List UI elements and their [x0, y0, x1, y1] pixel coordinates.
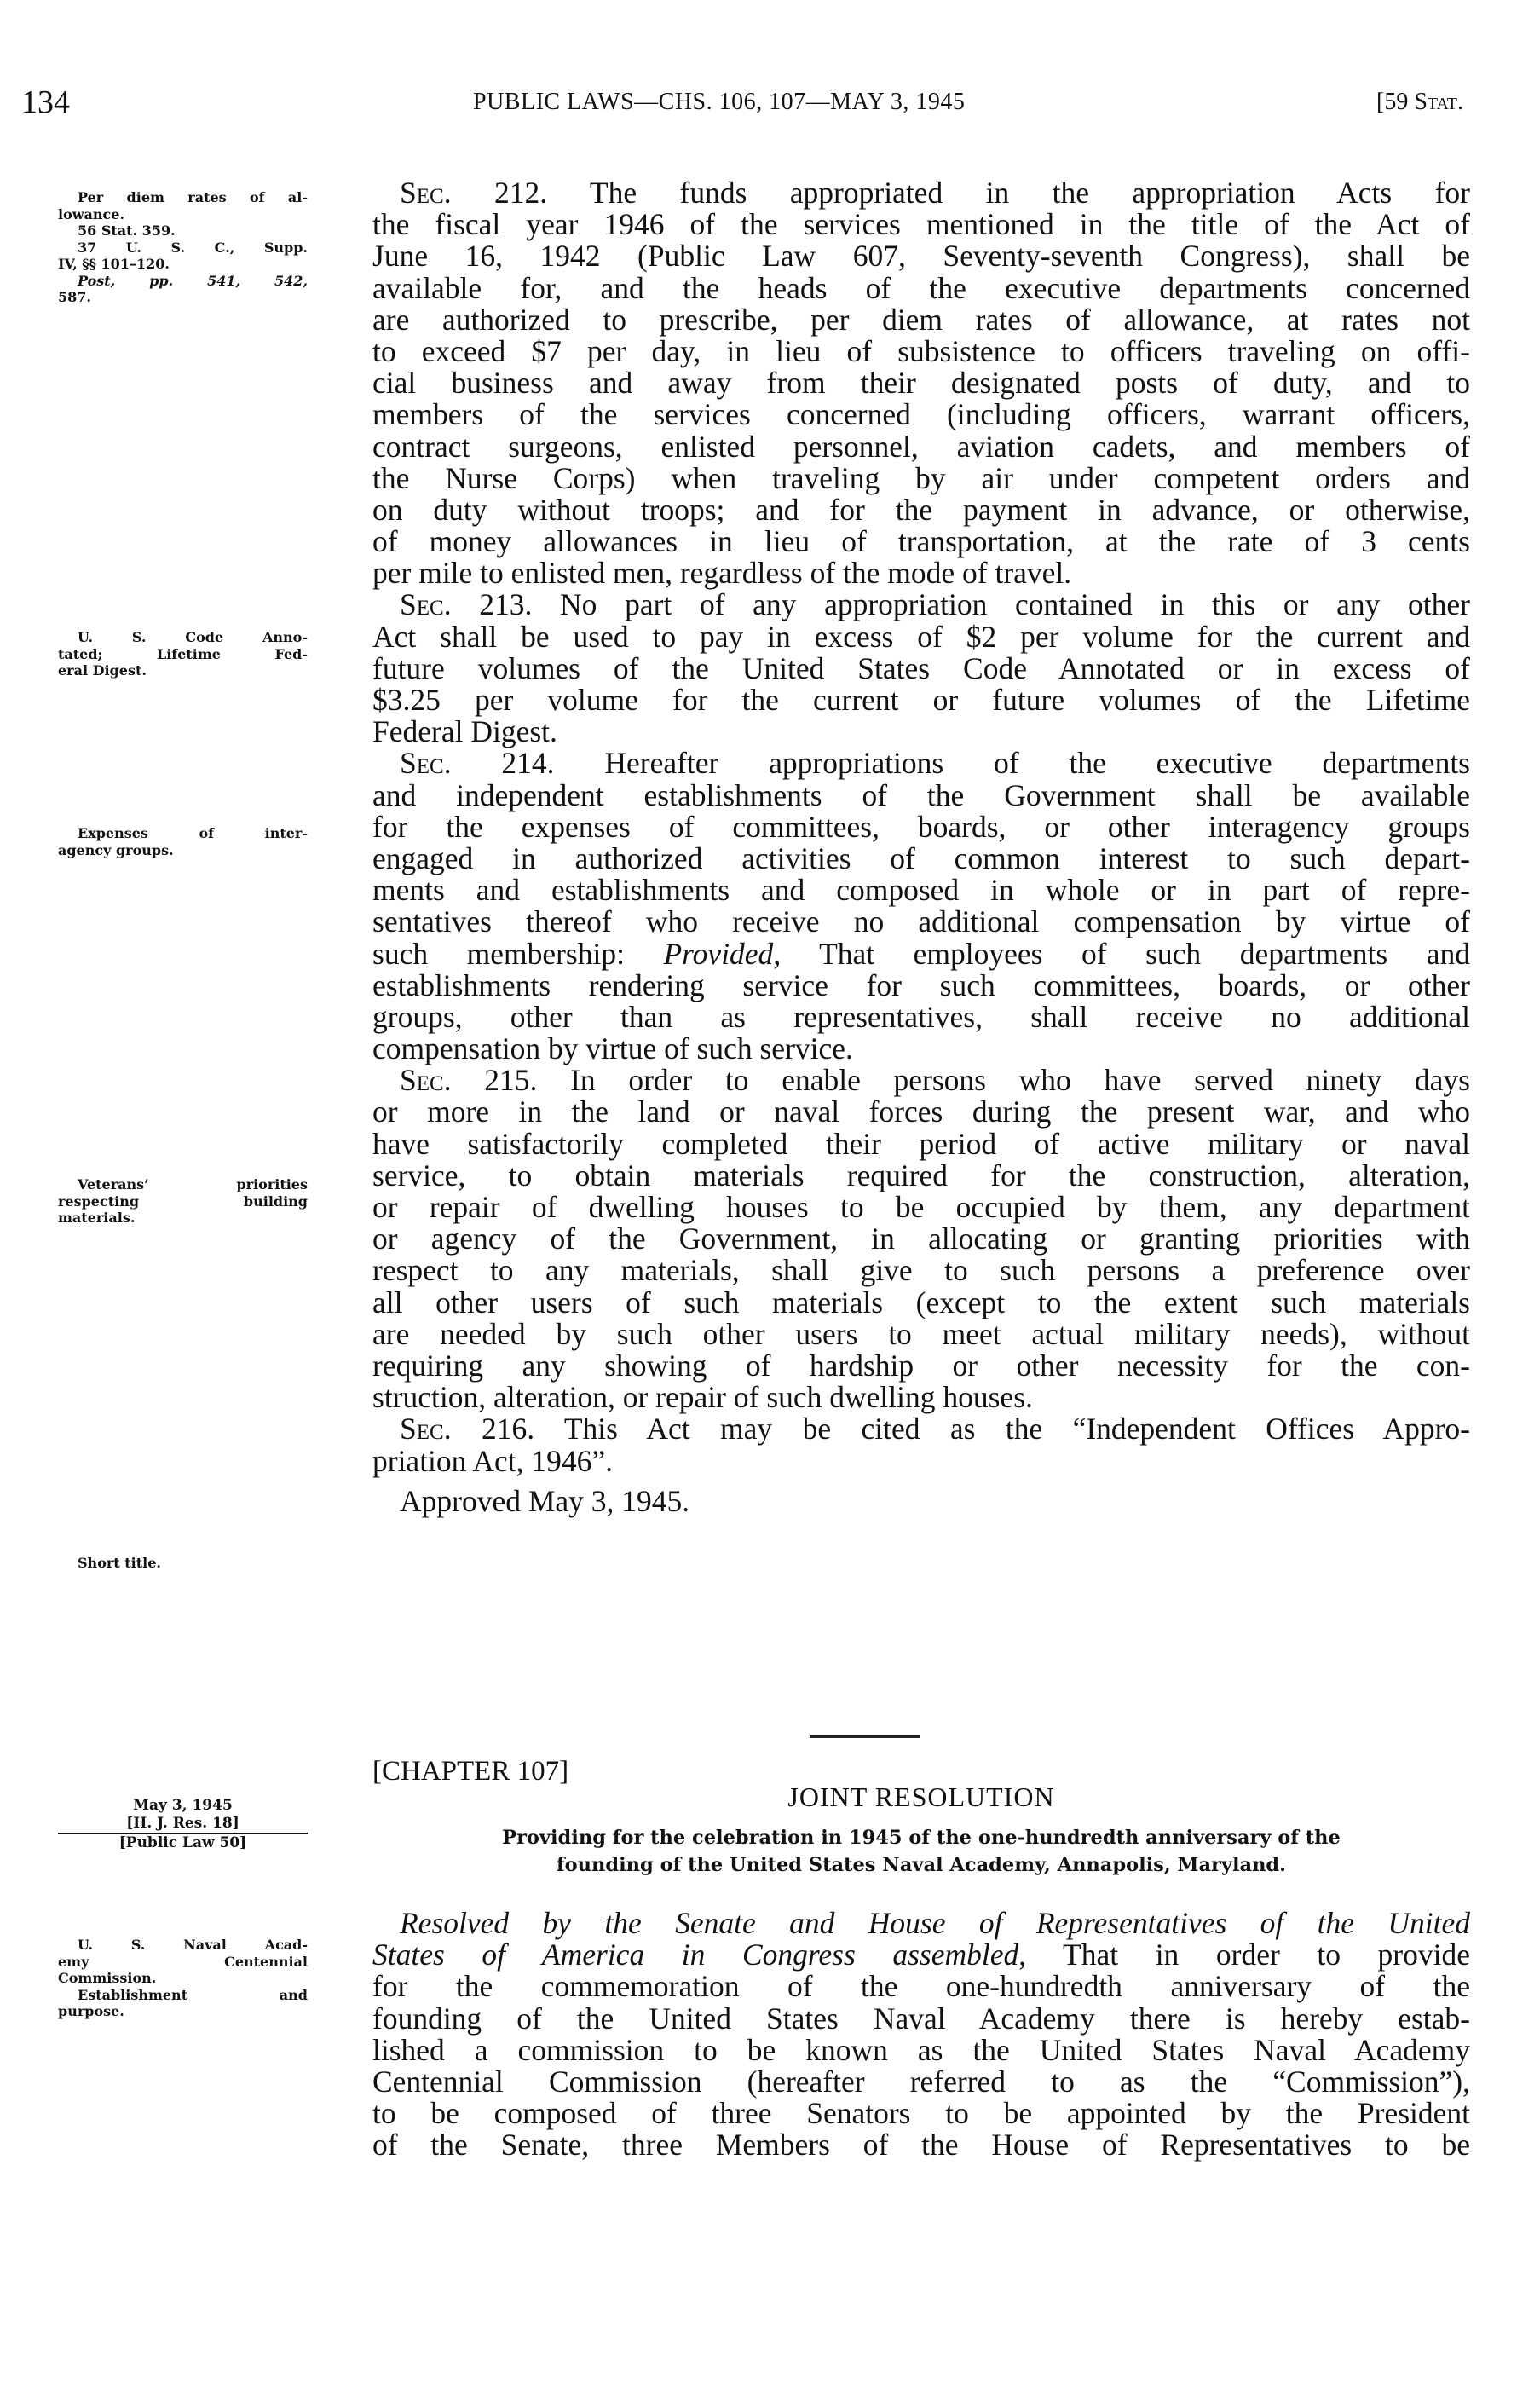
section-line: $3.25 per volume for the current or future volumes of the Lifetime	[372, 683, 1470, 717]
section-line: or repair of dwelling houses to be occupied by them, any department	[372, 1190, 1470, 1224]
section-label: Sec. 215.	[400, 1063, 538, 1098]
section-line: members of the services concerned (including officers, warrant officers,	[372, 397, 1470, 432]
section-text: such membership:	[372, 936, 664, 971]
section-line: priation Act, 1946”.	[372, 1443, 613, 1478]
margin-note-line: Establishment and	[78, 1986, 308, 2003]
approval-date: Approved May 3, 1945.	[400, 1483, 690, 1518]
section-line: establishments rendering service for such committees, boards, or other	[372, 967, 1470, 1002]
margin-note-line: eral Digest.	[58, 662, 147, 679]
margin-note-line: purpose.	[58, 2003, 124, 2019]
resolution-line: lished a commission to be known as the United States Naval Academy	[372, 2032, 1470, 2067]
section-line: or more in the land or naval forces during the present war, and who	[372, 1094, 1470, 1129]
margin-note-line: IV, §§ 101–120.	[58, 256, 170, 272]
margin-note-line: U. S. Naval Acad-	[78, 1937, 308, 1953]
margin-note-line: 587.	[58, 289, 91, 305]
enacting-clause: Resolved by the Senate and House of Representatives of the United	[400, 1906, 1470, 1940]
section-line: Act shall be used to pay in excess of $2 per volume for the current and	[372, 619, 1470, 654]
margin-note-line	[58, 273, 308, 290]
section-line: or agency of the Government, in allocating or granting priorities with	[372, 1221, 1470, 1256]
section-line: have satisfactorily completed their period of active military or naval	[372, 1126, 1470, 1161]
section-line	[372, 177, 1470, 209]
section-line: on duty without troops; and for the payment in advance, or otherwise,	[372, 492, 1470, 527]
margin-note-short-title	[58, 1555, 308, 1572]
section-line: future volumes of the United States Code Annotated or in excess of	[372, 650, 1470, 685]
resolution-line: founding of the United States Naval Academy there is hereby estab-	[372, 2001, 1470, 2036]
margin-note-line: Commission.	[58, 1970, 157, 1986]
section-line: groups, other than as representatives, shall receive no additional	[372, 999, 1470, 1034]
resolution-text: , That in order to provide	[1018, 1937, 1470, 1972]
section-line	[372, 1065, 1470, 1096]
margin-note-line: Expenses of inter-	[78, 825, 308, 841]
section-line: the Nurse Corps) when traveling by air under competent orders and	[372, 460, 1470, 495]
margin-note-line: 56 Stat. 359.	[78, 222, 176, 239]
margin-note-line: Short title.	[78, 1555, 161, 1571]
section-line: contract surgeons, enlisted personnel, aviation cadets, and members of	[372, 429, 1470, 464]
margin-note-per-diem	[58, 189, 308, 306]
margin-note-line: lowance.	[58, 205, 125, 222]
chapter-heading: [CHAPTER 107]	[372, 1756, 569, 1787]
resolution-line: for the commemoration of the one-hundredth anniversary of the	[372, 1969, 1470, 2004]
section-label: Sec. 214.	[400, 746, 555, 781]
section-text: This Act may be cited as the “Independent Offices Appro-	[563, 1412, 1470, 1447]
proviso-word: Provided	[663, 936, 774, 971]
section-line: respect to any materials, shall give to such persons a preference over	[372, 1253, 1470, 1288]
section-text: The funds appropriated in the appropriation Acts for	[589, 176, 1470, 210]
section-215	[372, 1065, 1470, 1413]
section-line	[372, 938, 1470, 970]
section-line: to exceed $7 per day, in lieu of subsistence to officers traveling on offi-	[372, 333, 1470, 368]
enactment-date: May 3, 1945	[133, 1797, 233, 1814]
section-line: for the expenses of committees, boards, or other interagency groups	[372, 809, 1470, 844]
section-text: In order to enable persons who have served ninety days	[570, 1063, 1470, 1098]
resolution-line: of the Senate, three Members of the House of Representatives to be	[372, 2128, 1470, 2163]
margin-note-line: agency groups.	[58, 841, 174, 858]
section-216	[372, 1413, 1470, 1476]
public-law-number: [Public Law 50]	[118, 1834, 247, 1851]
resolution-body	[372, 1908, 1470, 2162]
section-line	[372, 589, 1470, 621]
margin-note-line: emy Centennial	[58, 1953, 308, 1970]
section-line: struction, alteration, or repair of such dwelling houses.	[372, 1380, 1033, 1415]
chapter-divider	[810, 1735, 920, 1738]
section-line	[372, 1413, 1470, 1445]
section-line: all other users of such materials (except to the extent such materials	[372, 1285, 1470, 1319]
enacting-clause-line	[372, 1939, 1470, 1971]
margin-note-interagency	[58, 825, 308, 858]
margin-note-naval-academy	[58, 1937, 308, 2020]
volume-citation: [59 Stat.	[1376, 89, 1463, 115]
purpose-line: Providing for the celebration in 1945 of the one-hundredth anniversary of the	[502, 1827, 1341, 1849]
section-text: No part of any appropriation contained in this or any other	[560, 587, 1470, 622]
section-line: and independent establishments of the Government shall be available	[372, 777, 1470, 812]
section-212	[372, 177, 1470, 589]
resolution-line: Centennial Commission (hereafter referred to as the “Commission”),	[372, 2064, 1470, 2099]
margin-note-line: U. S. Code Anno-	[78, 629, 308, 645]
margin-note-line: tated; Lifetime Fed-	[58, 645, 308, 662]
section-line: of money allowances in lieu of transportation, at the rate of 3 cents	[372, 524, 1470, 559]
resolution-purpose	[372, 1824, 1470, 1879]
margin-note-usca	[58, 629, 308, 679]
section-line: available for, and the heads of the executive departments concerned	[372, 270, 1470, 305]
enacting-clause: States of America in Congress assembled	[372, 1937, 1019, 1972]
margin-note-line: Per diem rates of al-	[78, 189, 308, 205]
section-line: per mile to enlisted men, regardless of the mode of travel.	[372, 556, 1072, 591]
section-label: Sec. 216.	[400, 1412, 535, 1447]
section-label: Sec. 212.	[400, 176, 548, 210]
section-line: compensation by virtue of such service.	[372, 1031, 853, 1066]
section-line: requiring any showing of hardship or other necessity for the con-	[372, 1348, 1470, 1383]
section-line: ments and establishments and composed in whole or in part of repre-	[372, 873, 1470, 908]
purpose-line: founding of the United States Naval Academy, Annapolis, Maryland.	[557, 1854, 1286, 1876]
page-number: 134	[21, 84, 70, 120]
section-213	[372, 589, 1470, 748]
section-line: service, to obtain materials required for the construction, alteration,	[372, 1158, 1470, 1192]
bill-number: [H. J. Res. 18]	[126, 1815, 239, 1832]
section-line: are needed by such other users to meet actual military needs), without	[372, 1316, 1470, 1351]
section-line: sentatives thereof who receive no additional compensation by virtue of	[372, 904, 1470, 939]
margin-note-line: 37 U. S. C., Supp.	[78, 239, 308, 256]
section-214	[372, 748, 1470, 1065]
section-line: the fiscal year 1946 of the services mentioned in the title of the Act of	[372, 207, 1470, 242]
section-text: , That employees of such departments and	[773, 936, 1470, 971]
margin-note-line: materials.	[58, 1210, 136, 1226]
section-label: Sec. 213.	[400, 587, 533, 622]
section-line: engaged in authorized activities of common interest to such depart-	[372, 840, 1470, 875]
margin-note-line: respecting building	[58, 1192, 308, 1210]
enacting-clause-line	[372, 1908, 1470, 1939]
joint-resolution-title: JOINT RESOLUTION	[787, 1781, 1055, 1812]
section-line: are authorized to prescribe, per diem rates of allowance, at rates not	[372, 302, 1470, 337]
section-line: Federal Digest.	[372, 714, 557, 749]
margin-note-line: Veterans’ priorities	[78, 1176, 308, 1192]
section-line: June 16, 1942 (Public Law 607, Seventy-seventh Congress), shall be	[372, 239, 1470, 274]
resolution-line: to be composed of three Senators to be appointed by the President	[372, 2096, 1470, 2131]
sections-body	[372, 177, 1470, 1517]
section-line: cial business and away from their designated posts of duty, and to	[372, 366, 1470, 401]
section-line	[372, 748, 1470, 779]
running-head: PUBLIC LAWS—CHS. 106, 107—MAY 3, 1945	[473, 89, 966, 115]
enactment-info	[58, 1797, 308, 1852]
post-reference: Post, pp. 541, 542,	[78, 272, 308, 289]
margin-note-veterans	[58, 1176, 308, 1227]
section-text: Hereafter appropriations of the executive departments	[604, 746, 1470, 781]
